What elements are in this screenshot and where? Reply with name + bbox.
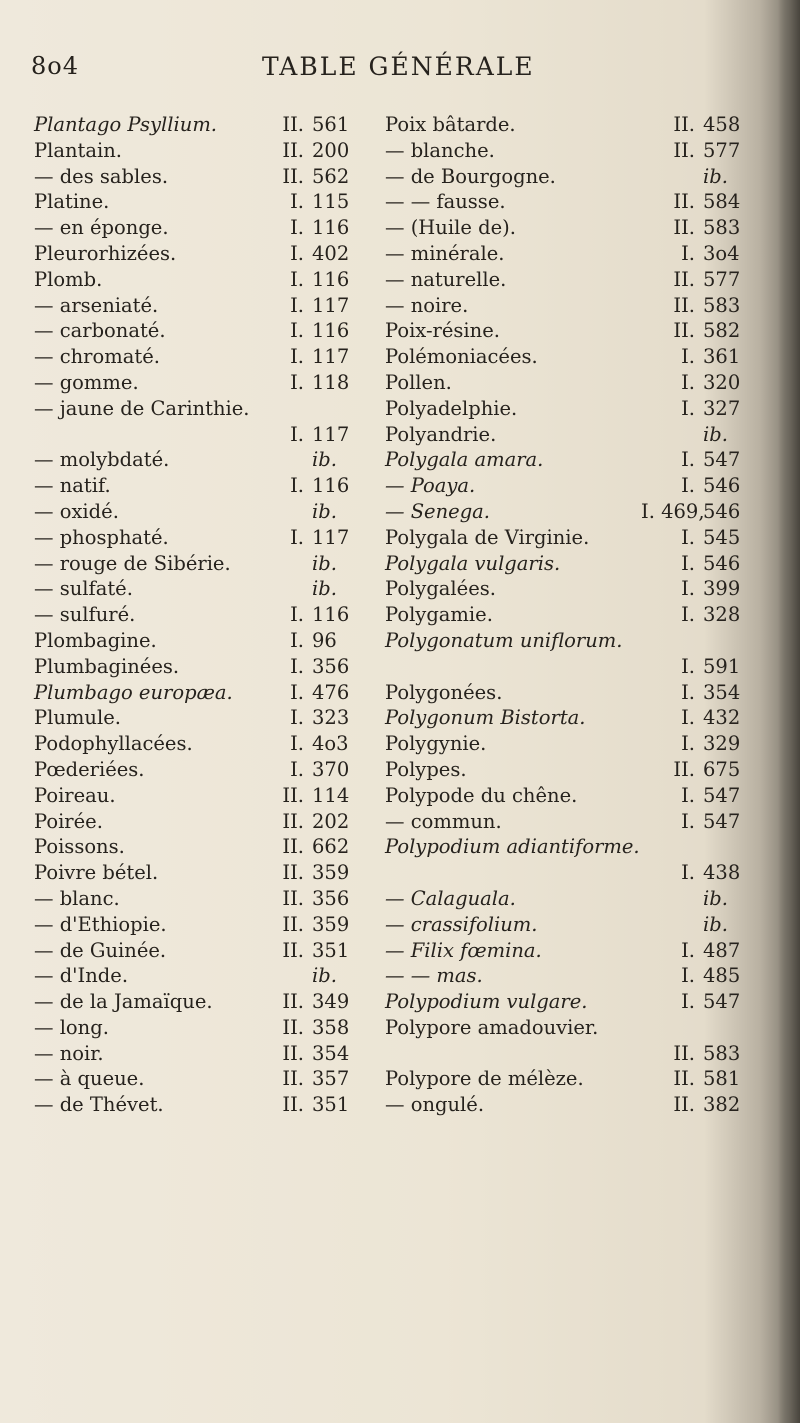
index-entry	[385, 293, 773, 319]
entry-volume: I.	[290, 241, 304, 265]
entry-term: Plantago Psyllium.	[34, 113, 218, 136]
entry-volume: II.	[282, 1015, 304, 1039]
entry-term: Polygonées.	[385, 680, 503, 704]
entry-term: Polyandrie.	[385, 422, 497, 446]
entry-page: 547	[703, 990, 741, 1014]
index-entry	[385, 809, 773, 835]
entry-page: 577	[703, 138, 741, 162]
entry-term: Polypodium adiantiforme.	[385, 835, 640, 859]
entry-page: ib.	[312, 551, 337, 575]
entry-page: 432	[703, 706, 741, 730]
index-entry	[34, 938, 377, 964]
entry-page: 382	[703, 1093, 741, 1117]
entry-page: 476	[312, 680, 350, 704]
entry-page: 320	[703, 370, 741, 394]
entry-term: — des sables.	[34, 164, 169, 188]
running-title: TABLE GÉNÉRALE	[262, 52, 535, 81]
entry-page: 583	[703, 216, 741, 240]
index-entry	[385, 215, 773, 241]
entry-volume: II.	[282, 809, 304, 833]
entry-volume: I.	[681, 990, 695, 1014]
entry-term: Podophyllacées.	[34, 732, 193, 756]
entry-volume: I.	[290, 706, 304, 730]
entry-page: 402	[312, 241, 350, 265]
entry-term: Plumbago europæa.	[34, 680, 233, 704]
entry-volume: II.	[673, 1067, 695, 1091]
index-entry	[385, 757, 773, 783]
entry-volume: I.	[290, 345, 304, 369]
entry-volume: I.	[290, 474, 304, 498]
entry-term: — sulfaté.	[34, 577, 133, 601]
entry-volume: I.	[681, 809, 695, 833]
entry-term: — chromaté.	[34, 345, 160, 369]
index-entry	[385, 731, 773, 757]
entry-page: 328	[703, 603, 741, 627]
entry-page: 359	[312, 912, 350, 936]
entry-page: 117	[312, 293, 350, 317]
entry-volume: I.	[290, 319, 304, 343]
entry-page: 114	[312, 783, 350, 807]
index-entry	[385, 138, 773, 164]
entry-volume: I.	[290, 732, 304, 756]
index-entry	[34, 963, 377, 989]
entry-page: 487	[703, 938, 741, 962]
entry-page: 118	[312, 370, 350, 394]
index-entry	[385, 860, 773, 886]
entry-term: Pleurorhizées.	[34, 241, 177, 265]
entry-volume: II.	[673, 216, 695, 240]
entry-term: Poireau.	[34, 783, 116, 807]
entry-page: 116	[312, 319, 350, 343]
entry-volume: II.	[282, 113, 304, 136]
entry-term: — Senega.	[385, 499, 491, 523]
index-entry	[34, 267, 377, 293]
index-entry	[385, 1092, 773, 1118]
entry-page: 351	[312, 1093, 350, 1117]
index-entry	[385, 963, 773, 989]
entry-volume: I.	[681, 964, 695, 988]
entry-volume: I.	[290, 216, 304, 240]
entry-term: — en éponge.	[34, 216, 169, 240]
entry-volume: I.	[290, 628, 304, 652]
entry-page: 117	[312, 525, 350, 549]
entry-term: Poirée.	[34, 809, 103, 833]
index-entry	[34, 576, 377, 602]
entry-page: 356	[312, 654, 350, 678]
entry-page: 546	[703, 551, 741, 575]
index-entry	[385, 705, 773, 731]
entry-volume: II.	[282, 912, 304, 936]
entry-page: 354	[312, 1041, 350, 1065]
entry-term: Polygamie.	[385, 603, 493, 627]
entry-term: Poivre bétel.	[34, 861, 159, 885]
index-entry	[34, 680, 377, 706]
index-entry	[385, 473, 773, 499]
index-entry	[34, 189, 377, 215]
entry-volume: II.	[673, 190, 695, 214]
entry-volume: I.	[290, 654, 304, 678]
entry-page: 547	[703, 809, 741, 833]
entry-volume: II.	[282, 164, 304, 188]
entry-term: — sulfuré.	[34, 603, 136, 627]
entry-volume: I.	[290, 603, 304, 627]
entry-page: 356	[312, 886, 350, 910]
entry-page: 116	[312, 474, 350, 498]
entry-volume: I.	[681, 474, 695, 498]
entry-page: 349	[312, 990, 350, 1014]
index-entry	[385, 112, 773, 138]
entry-term: — commun.	[385, 809, 502, 833]
index-entry	[34, 834, 377, 860]
entry-term: — carbonaté.	[34, 319, 166, 343]
index-entry	[385, 886, 773, 912]
entry-page: 561	[312, 113, 350, 136]
index-entry	[34, 112, 377, 138]
entry-term: — — fausse.	[385, 190, 506, 214]
entry-page: ib.	[703, 422, 728, 446]
entry-term: Polygynie.	[385, 732, 487, 756]
entry-page: ib.	[703, 912, 728, 936]
entry-volume: I.	[290, 525, 304, 549]
entry-term: — minérale.	[385, 241, 505, 265]
entry-volume: I.	[681, 448, 695, 472]
entry-volume: I.	[681, 706, 695, 730]
entry-term: — de Guinée.	[34, 938, 167, 962]
entry-term: — crassifolium.	[385, 912, 538, 936]
index-entry	[385, 1015, 773, 1041]
entry-volume: I.	[681, 861, 695, 885]
entry-page: 329	[703, 732, 741, 756]
index-entry	[34, 396, 377, 422]
entry-term: — oxidé.	[34, 499, 119, 523]
entry-volume: II.	[673, 113, 695, 136]
entry-volume: II.	[282, 835, 304, 859]
entry-page: 117	[312, 422, 350, 446]
index-entry	[385, 396, 773, 422]
entry-term: Polygonum Bistorta.	[385, 706, 586, 730]
index-entry	[385, 344, 773, 370]
entry-term: — arseniaté.	[34, 293, 159, 317]
entry-term: — Filix fœmina.	[385, 938, 542, 962]
index-entry	[34, 1092, 377, 1118]
index-entry	[34, 241, 377, 267]
entry-term: — naturelle.	[385, 267, 507, 291]
index-entry	[385, 938, 773, 964]
entry-term: Plumule.	[34, 706, 121, 730]
index-column-left	[34, 112, 377, 1118]
entry-volume: I.	[681, 396, 695, 420]
index-entry	[34, 447, 377, 473]
entry-volume: I.	[681, 783, 695, 807]
entry-page: 546	[703, 474, 741, 498]
entry-volume: I.	[681, 345, 695, 369]
entry-volume: I.	[681, 525, 695, 549]
entry-volume: I.	[290, 267, 304, 291]
entry-term: — d'Ethiopie.	[34, 912, 167, 936]
entry-term: — jaune de Carinthie.	[34, 396, 250, 420]
index-entry	[34, 886, 377, 912]
entry-volume: I.	[290, 422, 304, 446]
index-entry	[34, 705, 377, 731]
entry-term: Polygonatum uniflorum.	[385, 628, 623, 652]
entry-page: 591	[703, 654, 741, 678]
entry-volume: I.	[681, 938, 695, 962]
entry-term: Polypode du chêne.	[385, 783, 578, 807]
entry-term: Polypore amadouvier.	[385, 1015, 599, 1039]
index-entry	[34, 473, 377, 499]
entry-term: — — mas.	[385, 964, 483, 988]
entry-volume: II.	[673, 138, 695, 162]
entry-page: 116	[312, 267, 350, 291]
entry-page: 583	[703, 293, 741, 317]
entry-page: 3o4	[703, 241, 740, 265]
index-column-right	[385, 112, 773, 1118]
entry-page: 117	[312, 345, 350, 369]
index-entry	[34, 525, 377, 551]
entry-term: — de Bourgogne.	[385, 164, 556, 188]
entry-page: 323	[312, 706, 350, 730]
entry-page: 547	[703, 783, 741, 807]
entry-volume: II.	[282, 938, 304, 962]
entry-term: — de la Jamaïque.	[34, 990, 213, 1014]
entry-page: 357	[312, 1067, 350, 1091]
entry-term: Pœderiées.	[34, 757, 145, 781]
index-entry	[34, 628, 377, 654]
entry-page: 438	[703, 861, 741, 885]
index-entry	[385, 1041, 773, 1067]
entry-page: 485	[703, 964, 741, 988]
entry-page: 327	[703, 396, 741, 420]
index-entry	[34, 989, 377, 1015]
index-entry	[34, 912, 377, 938]
entry-page: 675	[703, 757, 741, 781]
index-entry	[34, 602, 377, 628]
index-entry	[34, 164, 377, 190]
entry-term: — gomme.	[34, 370, 139, 394]
index-entry	[34, 138, 377, 164]
index-entry	[34, 551, 377, 577]
entry-volume: II.	[282, 783, 304, 807]
index-entry	[34, 499, 377, 525]
entry-volume: II.	[282, 990, 304, 1014]
index-entry	[385, 499, 773, 525]
entry-page: 200	[312, 138, 350, 162]
entry-term: — phosphaté.	[34, 525, 169, 549]
entry-volume: I.	[681, 577, 695, 601]
entry-volume: I.	[681, 551, 695, 575]
entry-page: 370	[312, 757, 350, 781]
entry-page: 361	[703, 345, 741, 369]
entry-page: 583	[703, 1041, 741, 1065]
entry-page: 545	[703, 525, 741, 549]
index-entry	[385, 680, 773, 706]
index-entry	[34, 318, 377, 344]
entry-volume: I.	[290, 293, 304, 317]
entry-page: ib.	[312, 577, 337, 601]
entry-term: — rouge de Sibérie.	[34, 551, 231, 575]
entry-page: 458	[703, 113, 741, 136]
entry-term: — long.	[34, 1015, 109, 1039]
entry-volume: II.	[673, 1041, 695, 1065]
index-entry	[34, 654, 377, 680]
index-entry	[385, 318, 773, 344]
entry-term: — blanc.	[34, 886, 120, 910]
entry-term: Pollen.	[385, 370, 452, 394]
index-entry	[385, 602, 773, 628]
index-entry	[385, 783, 773, 809]
entry-term: Polémoniacées.	[385, 345, 538, 369]
index-entry	[385, 628, 773, 654]
entry-page: 115	[312, 190, 350, 214]
entry-page: 577	[703, 267, 741, 291]
entry-page: ib.	[703, 164, 728, 188]
entry-page: 359	[312, 861, 350, 885]
entry-page: 202	[312, 809, 350, 833]
entry-term: Polygalées.	[385, 577, 496, 601]
entry-volume: I.	[681, 603, 695, 627]
entry-term: — noire.	[385, 293, 469, 317]
entry-term: — de Thévet.	[34, 1093, 164, 1117]
entry-term: Platine.	[34, 190, 110, 214]
index-entry	[34, 293, 377, 319]
entry-page: 116	[312, 603, 350, 627]
entry-page: 584	[703, 190, 741, 214]
entry-term: — molybdaté.	[34, 448, 170, 472]
entry-term: — ongulé.	[385, 1093, 485, 1117]
entry-term: — (Huile de).	[385, 216, 516, 240]
entry-page: 581	[703, 1067, 741, 1091]
entry-volume: I.	[290, 757, 304, 781]
entry-page: 116	[312, 216, 350, 240]
entry-volume: I.	[681, 370, 695, 394]
entry-page: 351	[312, 938, 350, 962]
entry-volume: I.	[681, 732, 695, 756]
index-entry	[34, 783, 377, 809]
page-number: 8o4	[31, 52, 79, 80]
entry-page: ib.	[703, 886, 728, 910]
entry-volume: I.	[681, 680, 695, 704]
entry-volume: II.	[673, 757, 695, 781]
entry-page: 547	[703, 448, 741, 472]
entry-volume: I.	[290, 190, 304, 214]
entry-page: ib.	[312, 964, 337, 988]
entry-term: Polypodium vulgare.	[385, 990, 588, 1014]
entry-volume: II.	[673, 267, 695, 291]
index-entry	[385, 654, 773, 680]
index-entry	[385, 189, 773, 215]
entry-term: — Calaguala.	[385, 886, 516, 910]
index-entry	[385, 989, 773, 1015]
entry-volume: II.	[673, 293, 695, 317]
entry-volume: I.	[681, 654, 695, 678]
index-entry	[385, 370, 773, 396]
entry-term: Polypore de mélèze.	[385, 1067, 584, 1091]
index-entry	[385, 241, 773, 267]
entry-volume: I.	[681, 241, 695, 265]
index-entry	[34, 422, 377, 448]
entry-page: 562	[312, 164, 350, 188]
index-entry	[385, 912, 773, 938]
index-entry	[34, 370, 377, 396]
entry-volume: II.	[282, 1093, 304, 1117]
entry-volume: II.	[673, 1093, 695, 1117]
entry-term: Poix bâtarde.	[385, 113, 516, 136]
entry-page: 399	[703, 577, 741, 601]
index-entry	[34, 1041, 377, 1067]
entry-volume: II.	[282, 886, 304, 910]
index-entry	[34, 757, 377, 783]
entry-page: 546	[703, 499, 741, 523]
entry-volume: II.	[673, 319, 695, 343]
entry-volume: II.	[282, 1041, 304, 1065]
entry-term: Plomb.	[34, 267, 103, 291]
entry-page: 662	[312, 835, 350, 859]
entry-volume: I.	[290, 370, 304, 394]
entry-page: ib.	[312, 499, 337, 523]
entry-term: — Poaya.	[385, 474, 476, 498]
entry-volume: II.	[282, 1067, 304, 1091]
entry-page: 582	[703, 319, 741, 343]
entry-page: 354	[703, 680, 741, 704]
index-entry	[34, 1066, 377, 1092]
index-entry	[34, 344, 377, 370]
entry-term: — à queue.	[34, 1067, 145, 1091]
entry-volume: II.	[282, 861, 304, 885]
entry-page: 358	[312, 1015, 350, 1039]
entry-page: ib.	[312, 448, 337, 472]
entry-volume: I. 469,	[641, 499, 705, 523]
entry-page: 96	[312, 628, 337, 652]
index-entry	[385, 525, 773, 551]
entry-volume: I.	[290, 680, 304, 704]
entry-term: Plombagine.	[34, 628, 157, 652]
entry-term: Poix-résine.	[385, 319, 500, 343]
entry-term: — blanche.	[385, 138, 495, 162]
index-entry	[385, 267, 773, 293]
entry-term: Polypes.	[385, 757, 467, 781]
entry-term: Polygala de Virginie.	[385, 525, 590, 549]
entry-term: — d'Inde.	[34, 964, 129, 988]
entry-term: Polyadelphie.	[385, 396, 518, 420]
entry-term: — noir.	[34, 1041, 104, 1065]
entry-term: Plantain.	[34, 138, 122, 162]
index-entry	[34, 215, 377, 241]
page-header	[0, 52, 800, 92]
index-entry	[34, 731, 377, 757]
entry-term: Polygala amara.	[385, 448, 544, 472]
entry-term: Plumbaginées.	[34, 654, 180, 678]
index-entry	[385, 422, 773, 448]
index-entry	[34, 1015, 377, 1041]
index-entry	[34, 860, 377, 886]
index-entry	[385, 576, 773, 602]
index-entry	[385, 1066, 773, 1092]
index-entry	[385, 164, 773, 190]
entry-term: Polygala vulgaris.	[385, 551, 561, 575]
page-edge-shadow	[778, 0, 800, 1423]
index-entry	[385, 551, 773, 577]
entry-volume: II.	[282, 138, 304, 162]
index-entry	[385, 834, 773, 860]
index-entry	[34, 809, 377, 835]
entry-term: — natif.	[34, 474, 111, 498]
index-entry	[385, 447, 773, 473]
entry-page: 4o3	[312, 732, 349, 756]
entry-term: Poissons.	[34, 835, 125, 859]
